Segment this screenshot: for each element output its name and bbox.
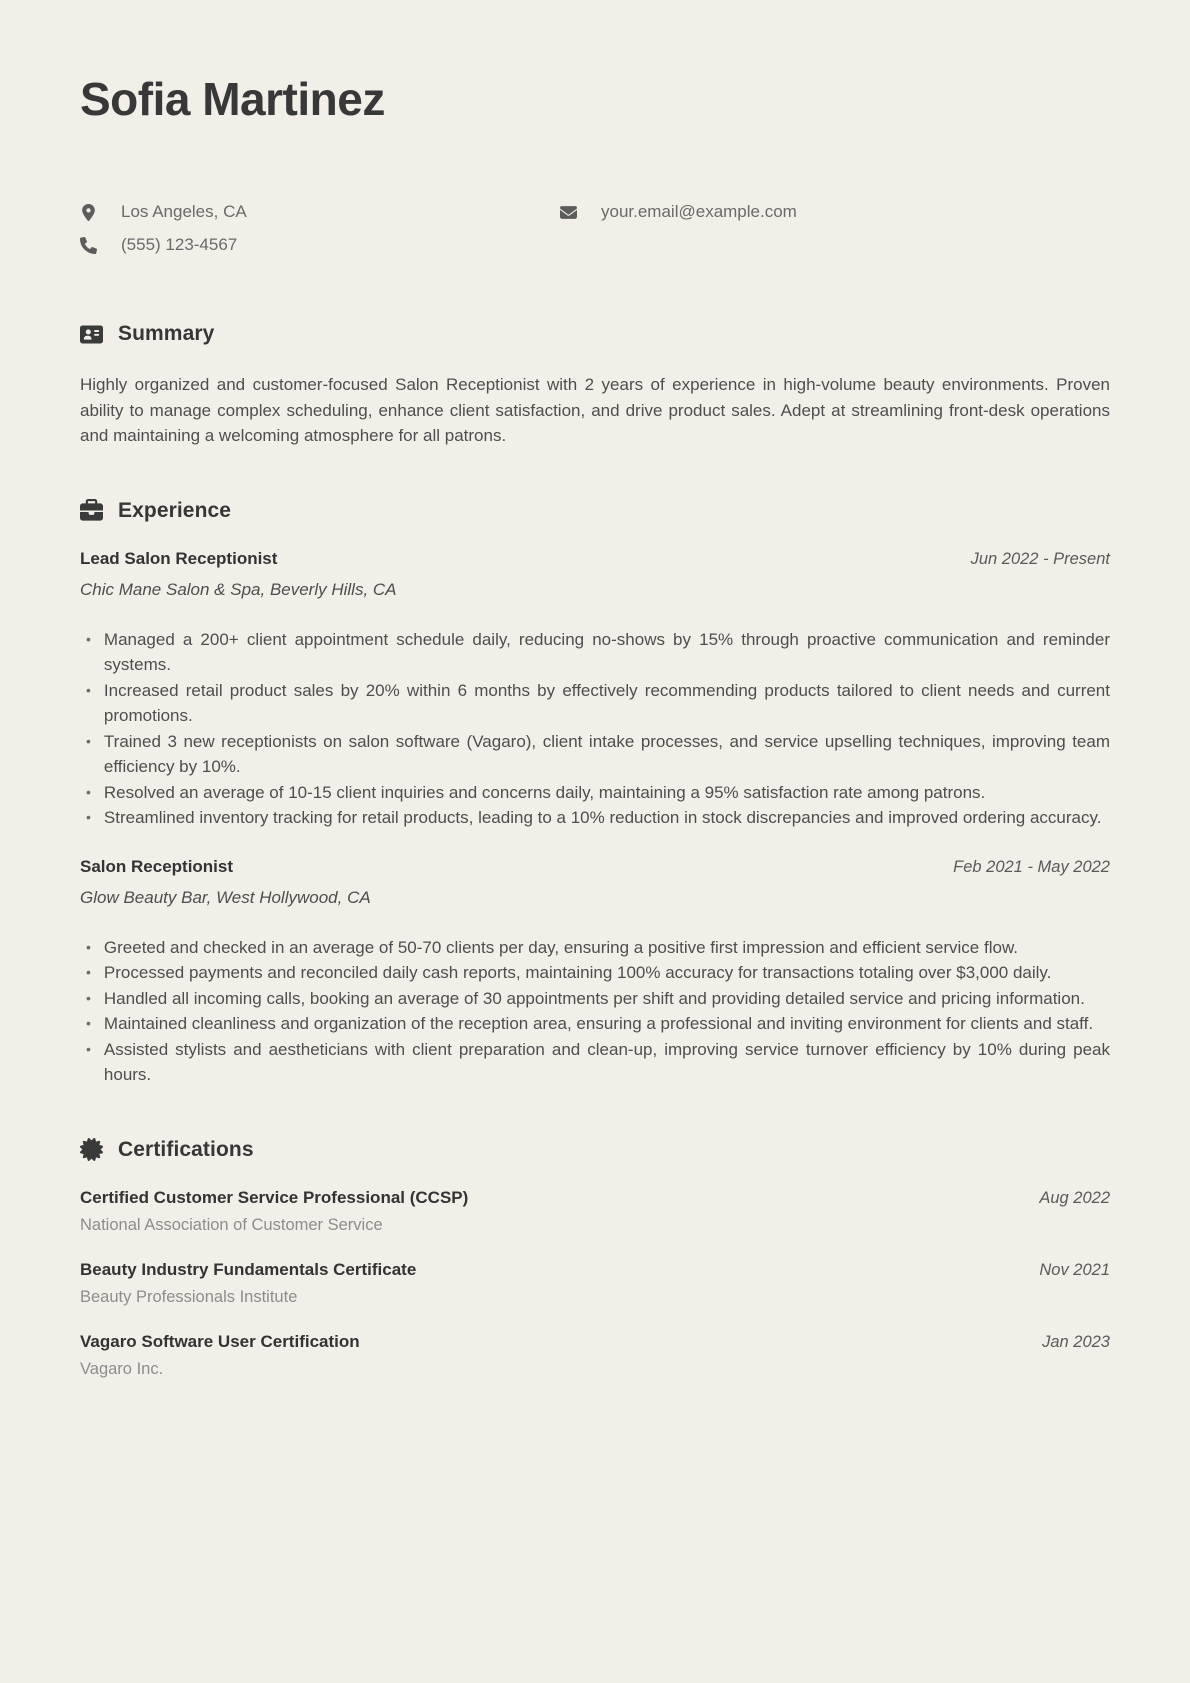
certification-issuer: National Association of Customer Service xyxy=(80,1215,383,1234)
summary-title: Summary xyxy=(118,322,215,345)
phone-icon xyxy=(80,237,97,254)
certifications-title: Certifications xyxy=(118,1137,254,1161)
envelope-icon xyxy=(560,204,577,221)
job-bullet-list xyxy=(80,935,1110,1088)
bullet-dot-icon: • xyxy=(86,1015,91,1031)
job-title: Lead Salon Receptionist xyxy=(80,548,278,568)
contact-location xyxy=(80,202,560,222)
job-bullet: • Managed a 200+ client appointment schedule daily, reducing no-shows by 15% through proactive communication and reminder systems. xyxy=(80,627,1110,678)
certification-name: Beauty Industry Fundamentals Certificate xyxy=(80,1259,417,1279)
job-bullet: • Maintained cleanliness and organization of the reception area, ensuring a professional and inviting environment for clients and staff. xyxy=(80,1011,1110,1037)
experience-section xyxy=(80,499,1110,1088)
certification-date: Nov 2021 xyxy=(1039,1260,1110,1279)
certification-issuer: Beauty Professionals Institute xyxy=(80,1287,298,1306)
job-entry xyxy=(80,857,1110,1088)
experience-heading xyxy=(80,499,1110,523)
job-bullet: • Greeted and checked in an average of 50-70 clients per day, ensuring a positive first impression and efficient service flow. xyxy=(80,935,1110,961)
job-company: Glow Beauty Bar, West Hollywood, CA xyxy=(80,887,371,907)
bullet-dot-icon: • xyxy=(86,1040,91,1057)
certificate-seal-icon xyxy=(80,1138,103,1161)
experience-title: Experience xyxy=(118,498,232,522)
resume-name: Sofia Martinez xyxy=(80,73,385,125)
job-bullet: • Processed payments and reconciled daily cash reports, maintaining 100% accuracy for transactions totaling over $3,000 daily. xyxy=(80,960,1110,986)
job-bullet: • Handled all incoming calls, booking an average of 30 appointments per shift and providing detailed service and pricing information. xyxy=(80,986,1110,1012)
location-text: Los Angeles, CA xyxy=(121,202,247,221)
job-entry xyxy=(80,549,1110,831)
job-bullet: • Increased retail product sales by 20% within 6 months by effectively recommending products tailored to client needs and current promotions. xyxy=(80,678,1110,729)
bullet-dot-icon: • xyxy=(86,732,91,749)
contact-info xyxy=(80,202,1110,268)
job-bullet: • Resolved an average of 10-15 client inquiries and concerns daily, maintaining a 95% satisfaction rate among patrons. xyxy=(80,780,1110,806)
job-bullet: • Streamlined inventory tracking for retail products, leading to a 10% reduction in stock discrepancies and improved ordering accuracy. xyxy=(80,805,1110,831)
contact-phone xyxy=(80,235,560,255)
bullet-dot-icon: • xyxy=(86,964,91,980)
job-bullet-list xyxy=(80,627,1110,831)
id-card-icon xyxy=(80,323,103,346)
certification-date: Jan 2023 xyxy=(1042,1332,1110,1351)
summary-section xyxy=(80,322,1110,449)
phone-text: (555) 123-4567 xyxy=(121,235,238,254)
job-bullet: • Assisted stylists and aestheticians with client preparation and clean-up, improving service turnover efficiency by 10% during peak hours. xyxy=(80,1037,1110,1088)
certifications-heading xyxy=(80,1138,1110,1162)
job-dates: Jun 2022 - Present xyxy=(970,549,1110,568)
bullet-dot-icon: • xyxy=(86,938,91,955)
bullet-dot-icon: • xyxy=(86,630,91,647)
job-company: Chic Mane Salon & Spa, Beverly Hills, CA xyxy=(80,579,397,599)
certification-date: Aug 2022 xyxy=(1039,1188,1110,1207)
briefcase-icon xyxy=(80,499,103,522)
certification-entry xyxy=(80,1332,1110,1379)
email-text: your.email@example.com xyxy=(601,202,797,221)
contact-email xyxy=(560,202,797,222)
bullet-dot-icon: • xyxy=(86,783,91,800)
certification-issuer: Vagaro Inc. xyxy=(80,1359,164,1378)
summary-text: Highly organized and customer-focused Salon Receptionist with 2 years of experience in high-volume beauty environments. Proven ability to manage complex scheduling, enhance client satisfaction, and drive product sales. Adept at streamlining front-desk operations and maintaining a welcoming atmosphere for all patrons. xyxy=(80,375,1110,445)
bullet-dot-icon: • xyxy=(86,681,91,698)
certification-entry xyxy=(80,1260,1110,1307)
bullet-dot-icon: • xyxy=(86,809,91,825)
bullet-dot-icon: • xyxy=(86,989,91,1006)
summary-heading xyxy=(80,322,1110,346)
certifications-section xyxy=(80,1138,1110,1379)
job-bullet: • Trained 3 new receptionists on salon software (Vagaro), client intake processes, and service upselling techniques, improving team efficiency by 10%. xyxy=(80,729,1110,780)
certification-entry xyxy=(80,1188,1110,1235)
job-title: Salon Receptionist xyxy=(80,856,234,876)
certification-name: Vagaro Software User Certification xyxy=(80,1331,360,1351)
location-pin-icon xyxy=(80,204,97,221)
certification-name: Certified Customer Service Professional (CCSP) xyxy=(80,1187,469,1207)
job-dates: Feb 2021 - May 2022 xyxy=(953,857,1110,876)
